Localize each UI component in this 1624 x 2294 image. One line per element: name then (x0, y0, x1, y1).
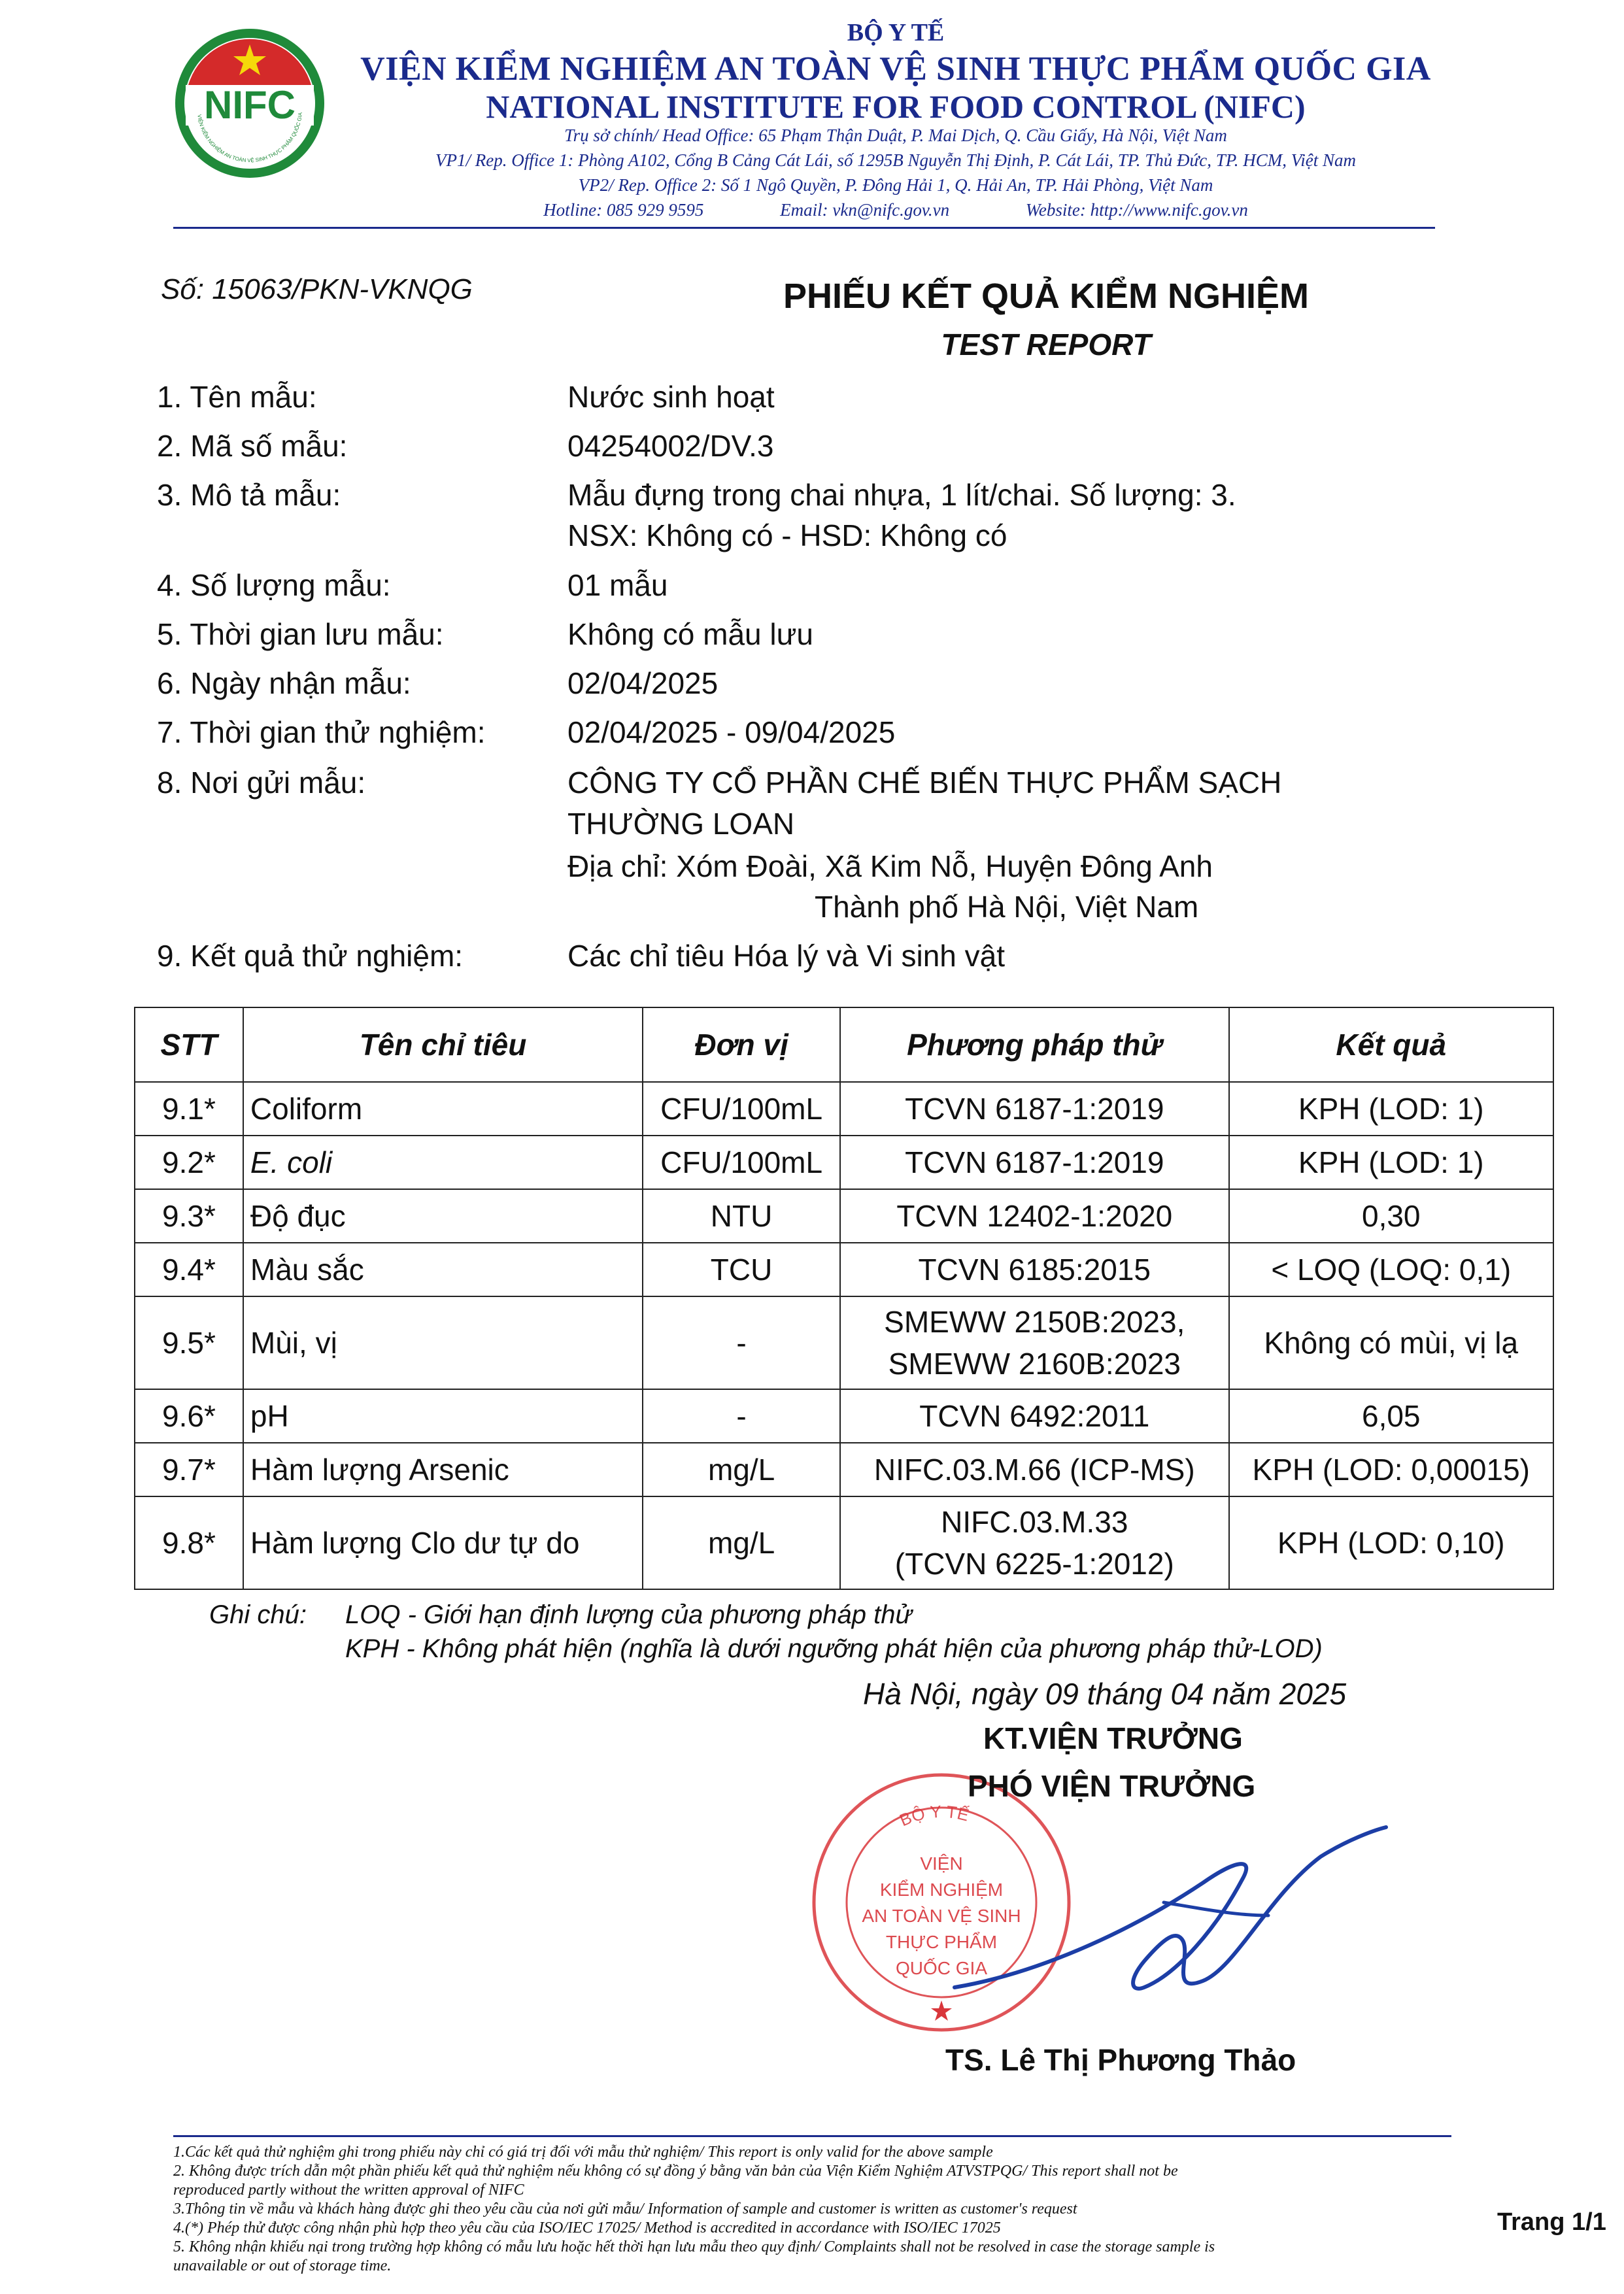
footnote-4: 4.(*) Phép thử được công nhận phù hợp theo yêu cầu của ISO/IEC 17025/ Method is accredited in accordance with ISO/IEC 17025 (173, 2219, 1001, 2236)
results-value: Các chỉ tiêu Hóa lý và Vi sinh vật (567, 939, 1006, 973)
row-result: 0,30 (1229, 1189, 1553, 1243)
table-row (135, 1389, 1553, 1443)
sender-label: 8. Nơi gửi mẫu: (157, 766, 366, 800)
col-header-unit: Đơn vị (643, 1007, 840, 1082)
page-number: Trang 1/1 (1497, 2208, 1606, 2236)
results-label: 9. Kết quả thử nghiệm: (157, 939, 464, 973)
svg-text:NIFC: NIFC (204, 83, 296, 127)
row-method: TCVN 12402-1:2020 (840, 1189, 1228, 1243)
received-date-value: 02/04/2025 (567, 666, 719, 700)
footnote-5a: 5. Không nhận khiếu nại trong trường hợp không có mẫu lưu hoặc hết thời hạn lưu mẫu theo quy định/ Complaints shall not be resolved in case the storage sample is (173, 2238, 1215, 2255)
svg-text:AN TOÀN VỆ SINH: AN TOÀN VỆ SINH (862, 1906, 1021, 1926)
rep-office-2-address: VP2/ Rep. Office 2: Số 1 Ngô Quyền, P. Đông Hải 1, Q. Hải An, TP. Hải Phòng, Việt Nam (578, 175, 1213, 195)
row-method: TCVN 6187-1:2019 (840, 1136, 1228, 1189)
row-method: NIFC.03.M.66 (ICP-MS) (840, 1443, 1228, 1496)
report-title: PHIẾU KẾT QUẢ KIỂM NGHIỆM (783, 277, 1310, 316)
retention-label: 5. Thời gian lưu mẫu: (157, 617, 444, 651)
table-row (135, 1082, 1553, 1136)
row-unit: - (643, 1389, 840, 1443)
sender-line-2: THƯỜNG LOAN (567, 807, 795, 841)
institute-name-vn: VIỆN KIỂM NGHIỆM AN TOÀN VỆ SINH THỰC PHẨM QUỐC GIA (360, 50, 1431, 88)
sample-code-label: 2. Mã số mẫu: (157, 429, 348, 463)
retention-value: Không có mẫu lưu (567, 617, 814, 651)
row-name: Coliform (243, 1082, 643, 1136)
footnote-1: 1.Các kết quả thử nghiệm ghi trong phiếu này chỉ có giá trị đối với mẫu thử nghiệm/ This report is only valid for the above sample (173, 2144, 993, 2161)
row-stt: 9.1* (135, 1082, 243, 1136)
table-header-row (135, 1007, 1553, 1082)
hotline: Hotline: 085 929 9595 (543, 200, 704, 220)
row-unit: TCU (643, 1243, 840, 1296)
row-method (840, 1496, 1228, 1589)
footnote-2b: reproduced partly without the written approval of NIFC (173, 2182, 524, 2199)
nifc-logo (171, 25, 328, 182)
row-unit: CFU/100mL (643, 1082, 840, 1136)
sender-address-2: Thành phố Hà Nội, Việt Nam (815, 890, 1199, 924)
row-stt: 9.8* (135, 1496, 243, 1589)
signer-name: TS. Lê Thị Phương Thảo (945, 2043, 1296, 2077)
description-line-2: NSX: Không có - HSD: Không có (567, 518, 1007, 552)
header-divider (173, 227, 1435, 229)
row-name: Mùi, vị (243, 1296, 643, 1389)
svg-text:VIỆN: VIỆN (920, 1853, 963, 1874)
row-unit: - (643, 1296, 840, 1389)
ministry-name: BỘ Y TẾ (847, 19, 945, 46)
table-row (135, 1136, 1553, 1189)
head-office-address: Trụ sở chính/ Head Office: 65 Phạm Thận Duật, P. Mai Dịch, Q. Cầu Giấy, Hà Nội, Việt Nam (564, 126, 1227, 145)
note-kph: KPH - Không phát hiện (nghĩa là dưới ngưỡng phát hiện của phương pháp thử-LOD) (345, 1634, 1323, 1663)
sender-address-1: Địa chỉ: Xóm Đoài, Xã Kim Nỗ, Huyện Đông Anh (567, 849, 1213, 883)
row-name: Hàm lượng Arsenic (243, 1443, 643, 1496)
row-method-line-2: (TCVN 6225-1:2012) (894, 1547, 1174, 1581)
svg-text:KIỂM NGHIỆM: KIỂM NGHIỆM (879, 1880, 1004, 1900)
row-name: pH (243, 1389, 643, 1443)
test-period-label: 7. Thời gian thử nghiệm: (157, 715, 486, 749)
website-link[interactable]: Website: http://www.nifc.gov.vn (1025, 200, 1248, 220)
svg-text:BỘ Y TẾ: BỘ Y TẾ (896, 1801, 972, 1830)
svg-text:VIỆN KIỂM NGHIỆM AN TOÀN VỆ SI: VIỆN KIỂM NGHIỆM AN TOÀN VỆ SINH THỰC PHẨM QUỐC GIA (196, 112, 303, 164)
row-unit: CFU/100mL (643, 1136, 840, 1189)
results-table (134, 1007, 1554, 1590)
table-row (135, 1496, 1553, 1589)
signer-role-2: PHÓ VIỆN TRƯỞNG (968, 1769, 1256, 1803)
row-unit: mg/L (643, 1443, 840, 1496)
row-result: Không có mùi, vị lạ (1229, 1296, 1553, 1389)
signer-role-1: KT.VIỆN TRƯỞNG (983, 1721, 1243, 1755)
report-title-en: TEST REPORT (941, 328, 1151, 362)
signing-date: Hà Nội, ngày 09 tháng 04 năm 2025 (863, 1677, 1347, 1711)
table-row (135, 1243, 1553, 1296)
footnote-2a: 2. Không được trích dẫn một phần phiếu kết quả thử nghiệm nếu không có sự đồng ý bằng văn bản của Viện Kiểm Nghiệm ATVSTPQG/ This report shall not be (173, 2163, 1178, 2180)
email-link[interactable]: Email: vkn@nifc.gov.vn (780, 200, 950, 220)
quantity-label: 4. Số lượng mẫu: (157, 568, 391, 602)
col-header-stt: STT (135, 1007, 243, 1082)
col-header-result: Kết quả (1229, 1007, 1553, 1082)
note-loq: LOQ - Giới hạn định lượng của phương pháp thử (345, 1600, 912, 1629)
test-period-value: 02/04/2025 - 09/04/2025 (567, 715, 896, 749)
sample-name-value: Nước sinh hoạt (567, 380, 775, 414)
row-result: KPH (LOD: 0,00015) (1229, 1443, 1553, 1496)
row-method: TCVN 6492:2011 (840, 1389, 1228, 1443)
report-number: Số: 15063/PKN-VKNQG (161, 273, 473, 305)
row-result: KPH (LOD: 0,10) (1229, 1496, 1553, 1589)
row-stt: 9.7* (135, 1443, 243, 1496)
row-stt: 9.3* (135, 1189, 243, 1243)
footnote-3: 3.Thông tin về mẫu và khách hàng được ghi theo yêu cầu của nơi gửi mẫu/ Information of sample and customer is written as customer's request (173, 2201, 1077, 2218)
row-unit: NTU (643, 1189, 840, 1243)
sample-code-value: 04254002/DV.3 (567, 429, 774, 463)
row-result: < LOQ (LOQ: 0,1) (1229, 1243, 1553, 1296)
row-name: E. coli (243, 1136, 643, 1189)
row-name: Hàm lượng Clo dư tự do (243, 1496, 643, 1589)
description-label: 3. Mô tả mẫu: (157, 478, 341, 512)
handwritten-signature (928, 1817, 1399, 2027)
svg-text:QUỐC GIA: QUỐC GIA (895, 1958, 988, 1978)
row-name: Độ đục (243, 1189, 643, 1243)
row-name: Màu sắc (243, 1243, 643, 1296)
row-method: TCVN 6187-1:2019 (840, 1082, 1228, 1136)
row-result: 6,05 (1229, 1389, 1553, 1443)
row-stt: 9.2* (135, 1136, 243, 1189)
footnote-5b: unavailable or out of storage time. (173, 2257, 392, 2274)
sender-line-1: CÔNG TY CỔ PHẦN CHẾ BIẾN THỰC PHẨM SẠCH (567, 766, 1282, 800)
row-stt: 9.4* (135, 1243, 243, 1296)
col-header-method: Phương pháp thử (840, 1007, 1228, 1082)
row-stt: 9.6* (135, 1389, 243, 1443)
row-method-line-2: SMEWW 2160B:2023 (888, 1347, 1181, 1381)
row-result: KPH (LOD: 1) (1229, 1082, 1553, 1136)
col-header-name: Tên chỉ tiêu (243, 1007, 643, 1082)
notes-label: Ghi chú: (209, 1600, 307, 1629)
footer-divider (173, 2135, 1451, 2137)
table-row (135, 1296, 1553, 1389)
rep-office-1-address: VP1/ Rep. Office 1: Phòng A102, Cổng B Cảng Cát Lái, số 1295B Nguyễn Thị Định, P. Cát Lái, TP. Thủ Đức, TP. HCM, Việt Nam (435, 150, 1356, 170)
quantity-value: 01 mẫu (567, 568, 668, 602)
table-row (135, 1443, 1553, 1496)
row-unit: mg/L (643, 1496, 840, 1589)
received-date-label: 6. Ngày nhận mẫu: (157, 666, 411, 700)
row-stt: 9.5* (135, 1296, 243, 1389)
table-row (135, 1189, 1553, 1243)
institute-name-en: NATIONAL INSTITUTE FOR FOOD CONTROL (NIFC) (486, 88, 1306, 125)
contact-line (340, 200, 1451, 220)
row-result: KPH (LOD: 1) (1229, 1136, 1553, 1189)
description-line-1: Mẫu đựng trong chai nhựa, 1 lít/chai. Số lượng: 3. (567, 478, 1236, 512)
row-method-line-1: NIFC.03.M.33 (941, 1505, 1128, 1539)
row-method-line-1: SMEWW 2150B:2023, (884, 1305, 1185, 1339)
svg-text:THỰC PHẨM: THỰC PHẨM (885, 1932, 998, 1952)
row-method (840, 1296, 1228, 1389)
sample-name-label: 1. Tên mẫu: (157, 380, 317, 414)
row-method: TCVN 6185:2015 (840, 1243, 1228, 1296)
